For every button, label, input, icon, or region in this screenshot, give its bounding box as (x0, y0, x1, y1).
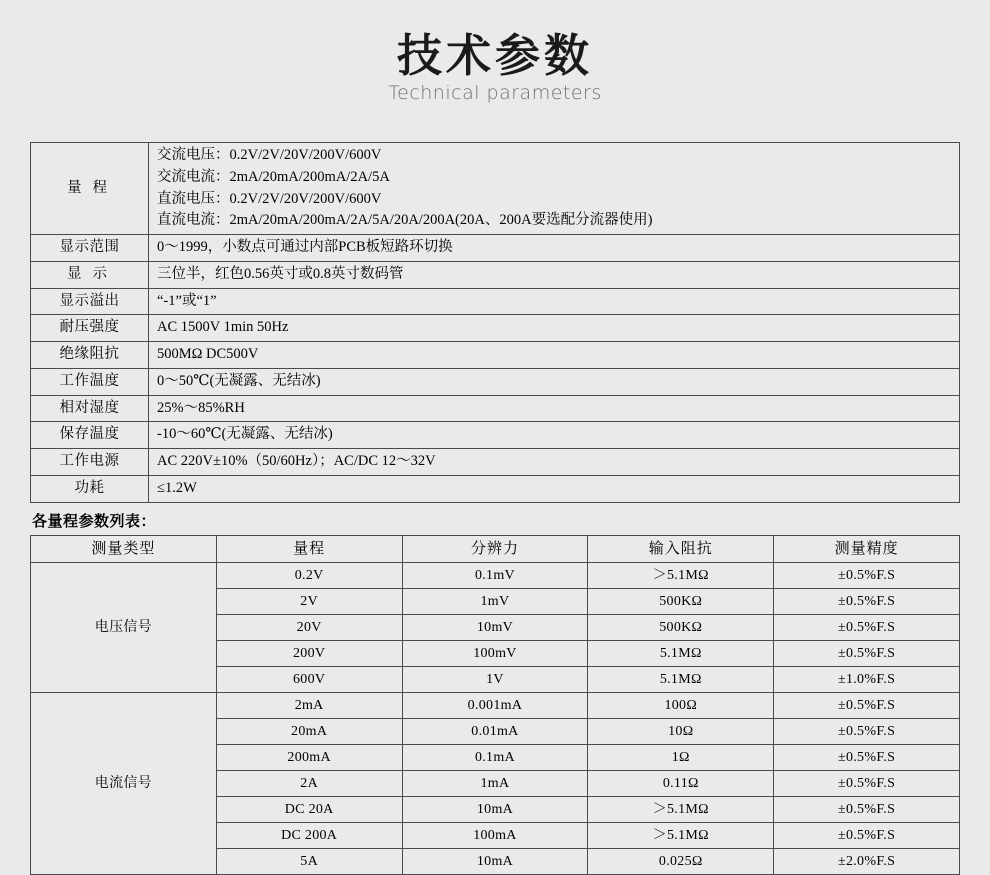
range-table-header-cell: 测量精度 (774, 535, 960, 563)
spec-row-label: 显示 (31, 261, 149, 288)
spec-row (31, 235, 960, 262)
spec-value-line: 500MΩ DC500V (157, 344, 953, 366)
range-table-cell: 500KΩ (588, 615, 774, 641)
spec-row-label: 量程 (31, 143, 149, 235)
spec-row-value (149, 368, 960, 395)
spec-value-line: “-1”或“1” (157, 291, 953, 313)
range-table-cell: ±0.5%F.S (774, 745, 960, 771)
range-table-header-cell: 量程 (216, 535, 402, 563)
range-table-header-cell: 测量类型 (31, 535, 217, 563)
spec-value-line: -10～60℃(无凝露、无结冰) (157, 424, 953, 446)
spec-row-value (149, 342, 960, 369)
range-table-cell: ＞5.1MΩ (588, 823, 774, 849)
page-title: 技术参数 (397, 32, 593, 79)
table-row (31, 563, 960, 589)
spec-row (31, 143, 960, 235)
range-table-cell: 2mA (216, 693, 402, 719)
spec-value-line: 交流电流：2mA/20mA/200mA/2A/5A (157, 167, 953, 189)
spec-row (31, 288, 960, 315)
range-table-cell: 5.1MΩ (588, 641, 774, 667)
range-table-cell: 0.001mA (402, 693, 588, 719)
spec-row (31, 342, 960, 369)
range-table-cell: 600V (216, 667, 402, 693)
range-table-cell: ±0.5%F.S (774, 771, 960, 797)
spec-row-value (149, 288, 960, 315)
range-table-cell: 0.025Ω (588, 849, 774, 875)
spec-row-value (149, 449, 960, 476)
spec-value-line: ≤1.2W (157, 478, 953, 500)
spec-row-label: 显示范围 (31, 235, 149, 262)
spec-value-line: 三位半，红色0.56英寸或0.8英寸数码管 (157, 264, 953, 286)
range-table-cell: ±1.0%F.S (774, 667, 960, 693)
spec-row-value (149, 395, 960, 422)
range-table-cell: 0.1mV (402, 563, 588, 589)
range-table-cell: DC 200A (216, 823, 402, 849)
spec-row-label: 相对湿度 (31, 395, 149, 422)
range-table-cell: 200V (216, 641, 402, 667)
range-group-label: 电流信号 (31, 693, 217, 875)
range-table-body (31, 563, 960, 875)
range-table-cell: 100mA (402, 823, 588, 849)
range-table-cell: 2A (216, 771, 402, 797)
spec-row-value (149, 143, 960, 235)
spec-row-label: 耐压强度 (31, 315, 149, 342)
spec-value-line: 25%～85%RH (157, 398, 953, 420)
range-table-cell: ±0.5%F.S (774, 693, 960, 719)
spec-row-value (149, 422, 960, 449)
spec-row-label: 工作温度 (31, 368, 149, 395)
range-table-header-cell: 分辨力 (402, 535, 588, 563)
range-table-cell: 5.1MΩ (588, 667, 774, 693)
table-row (31, 693, 960, 719)
range-table-cell: 200mA (216, 745, 402, 771)
spec-row (31, 261, 960, 288)
range-table-cell: 100mV (402, 641, 588, 667)
range-parameters-table (30, 535, 960, 875)
spec-row-label: 保存温度 (31, 422, 149, 449)
range-table-cell: 20mA (216, 719, 402, 745)
range-table-cell: 1mA (402, 771, 588, 797)
range-table-cell: 1Ω (588, 745, 774, 771)
range-table-cell: 5A (216, 849, 402, 875)
spec-row (31, 315, 960, 342)
range-table-cell: ＞5.1MΩ (588, 563, 774, 589)
spec-value-line: 交流电压：0.2V/2V/20V/200V/600V (157, 145, 953, 167)
range-table-cell: ±0.5%F.S (774, 589, 960, 615)
range-table-cell: 0.11Ω (588, 771, 774, 797)
specifications-table-body (31, 143, 960, 503)
spec-row-label: 功耗 (31, 475, 149, 502)
spec-row-value (149, 235, 960, 262)
spec-value-line: 0～1999，小数点可通过内部PCB板短路环切换 (157, 237, 953, 259)
range-table-cell: ±0.5%F.S (774, 641, 960, 667)
spec-value-line: 直流电流：2mA/20mA/200mA/2A/5A/20A/200A(20A、200A要选配分流器使用) (157, 210, 953, 232)
spec-value-line: AC 220V±10%（50/60Hz）；AC/DC 12～32V (157, 451, 953, 473)
range-table-cell: 0.1mA (402, 745, 588, 771)
spec-row-label: 工作电源 (31, 449, 149, 476)
range-table-cell: 10mA (402, 797, 588, 823)
spec-value-line: 0～50℃(无凝露、无结冰) (157, 371, 953, 393)
range-table-cell: 2V (216, 589, 402, 615)
spec-row (31, 395, 960, 422)
range-table-cell: ±0.5%F.S (774, 797, 960, 823)
spec-row-value (149, 261, 960, 288)
range-table-cell: ±0.5%F.S (774, 823, 960, 849)
range-table-cell: 0.01mA (402, 719, 588, 745)
range-table-cell: 100Ω (588, 693, 774, 719)
range-group-label: 电压信号 (31, 563, 217, 693)
range-table-cell: DC 20A (216, 797, 402, 823)
spec-value-line: AC 1500V 1min 50Hz (157, 317, 953, 339)
page-subtitle: Technical parameters (388, 82, 602, 104)
range-table-cell: ＞5.1MΩ (588, 797, 774, 823)
spec-row (31, 368, 960, 395)
range-table-cell: ±0.5%F.S (774, 719, 960, 745)
range-table-header-row (31, 535, 960, 563)
range-table-cell: 20V (216, 615, 402, 641)
range-table-cell: ±0.5%F.S (774, 563, 960, 589)
range-table-cell: 0.2V (216, 563, 402, 589)
spec-row-label: 显示溢出 (31, 288, 149, 315)
range-table-cell: ±0.5%F.S (774, 615, 960, 641)
range-table-cell: 10mV (402, 615, 588, 641)
spec-row-value (149, 315, 960, 342)
spec-row (31, 475, 960, 502)
spec-row-label: 绝缘阻抗 (31, 342, 149, 369)
range-table-cell: 1mV (402, 589, 588, 615)
range-table-cell: 10mA (402, 849, 588, 875)
range-table-head (31, 535, 960, 563)
range-section-title: 各量程参数列表： (32, 510, 960, 531)
page-content (0, 128, 990, 875)
range-table-header-cell: 输入阻抗 (588, 535, 774, 563)
spec-value-line: 直流电压：0.2V/2V/20V/200V/600V (157, 189, 953, 211)
spec-row (31, 422, 960, 449)
spec-row-value (149, 475, 960, 502)
spec-row (31, 449, 960, 476)
specifications-table (30, 142, 960, 503)
page-header (0, 0, 990, 128)
range-table-cell: ±2.0%F.S (774, 849, 960, 875)
range-table-cell: 500KΩ (588, 589, 774, 615)
range-table-cell: 1V (402, 667, 588, 693)
range-table-cell: 10Ω (588, 719, 774, 745)
